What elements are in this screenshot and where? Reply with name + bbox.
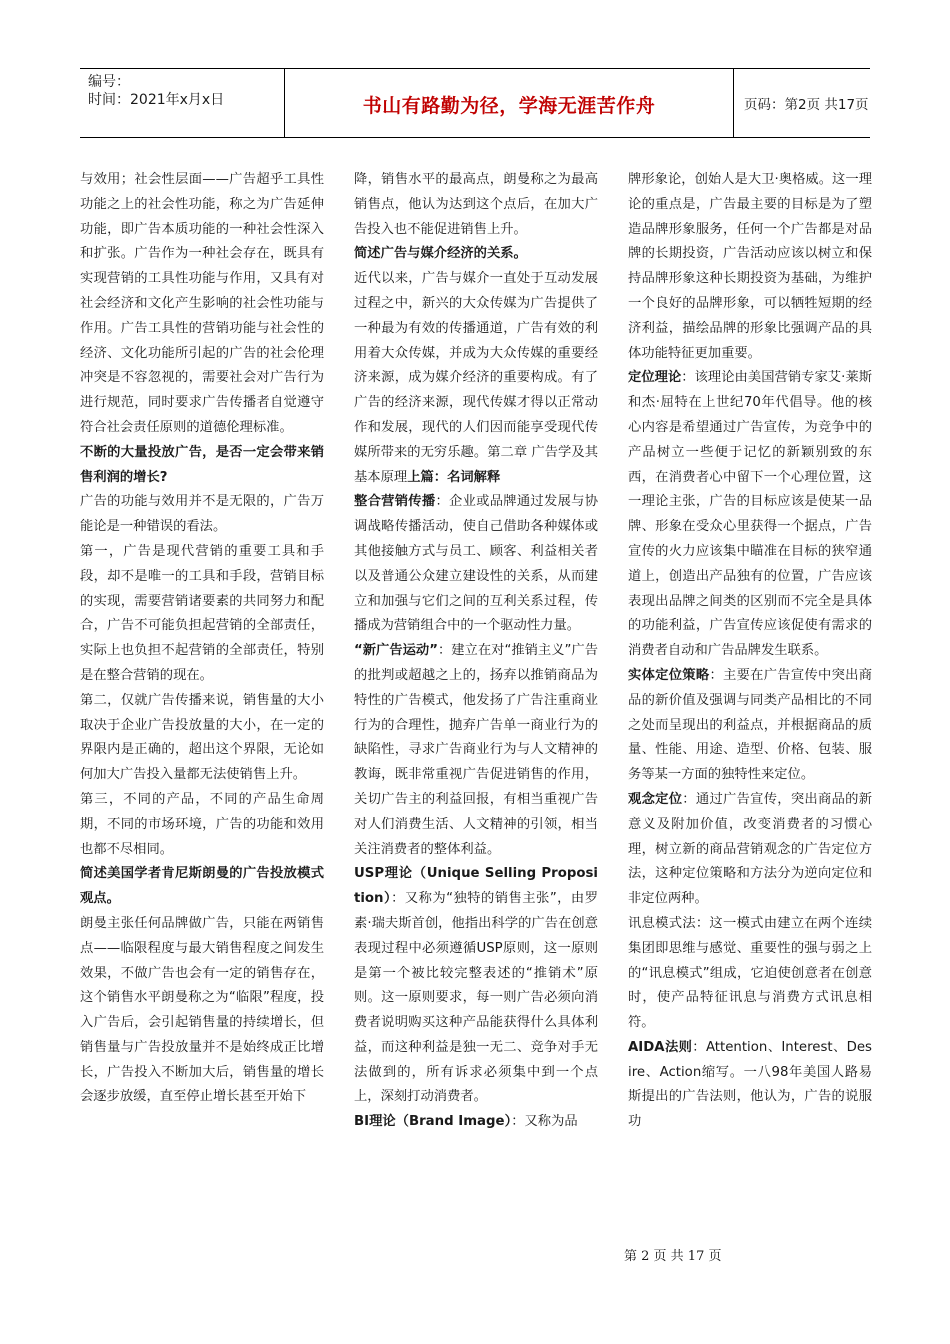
paragraph-text: 第二，仅就广告传播来说，销售量的大小取决于企业广告投放量的大小，在一定的界限内是正确的，超出这个界限，无论如何加大广告投入量都无法使销售上升。: [80, 692, 324, 783]
term-definition: [628, 664, 872, 788]
term-body: ：该理论由美国营销专家艾·莱斯和杰·屈特在上世纪70年代倡导。他的核心内容是希望通过广告宣传，为竞争中的产品树立一些便于记忆的新颖别致的东西，在消费者心中留下一个心理位置，这一理论主张，广告的目标应该是使某一品牌、形象在受众心里获得一个据点，广告宣传的火力应该集中瞄准在目标的狭窄通道上，创造出产品独有的位置，广告应该表现出品牌之间类的区别而不完全是具体的功能利益，广告宣传应该促使有需求的消费者自动和广告品牌发生联系。: [628, 370, 872, 659]
term-body: ：建立在对“推销主义”广告的批判或超越之上的，扬弃以推销商品为特性的广告模式，他发扬了广告注重商业行为的合理性，抛弃广告单一商业行为的缺陷性，寻求广告商业行为与人文精神的教诲，既非常重视广告促进销售的作用，关切广告主的利益回报，有相当重视广告对人们消费生活、人文精神的引领，相当关注消费者的整体利益。: [354, 643, 599, 857]
term-body: ：企业或品牌通过发展与协调战略传播活动，使自己借助各种媒体或其他接触方式与员工、顾客、利益相关者以及普通公众建立建设性的关系，从而建立和加强与它们之间的互利关系过程，传播成为营销组合中的一个驱动性力量。: [354, 494, 599, 634]
page-footer: 第 2 页 共 17 页: [624, 1249, 722, 1264]
body-paragraph: [80, 168, 324, 441]
body-paragraph: [354, 168, 598, 242]
body-paragraph: [628, 168, 872, 366]
paragraph-text: 朗曼主张任何品牌做广告，只能在两销售点——临限程度与最大销售程度之间发生效果，不做广告也会有一定的销售存在，这个销售水平朗曼称之为“临限”程度，投入广告后，会引起销售量的持续增长，但销售量与广告投放量并不是始终成正比增长，广告投入不断加大后，销售量的增长会逐步放缓，直至停止增长甚至开始下: [80, 915, 324, 1105]
header-motto-cell: [285, 69, 734, 137]
term-body: ：Attention、Interest、Desire、Action缩写。一八98年美国人路易斯提出的广告法则，他认为，广告的说服功: [628, 1039, 872, 1130]
paragraph-text: 广告的功能与效用并不是无限的，广告万能论是一种错误的看法。: [80, 494, 324, 535]
term-definition: [354, 639, 598, 862]
header-page-number: 页码：第2页 共17页: [744, 97, 869, 113]
section-heading: [354, 242, 598, 267]
text-column-3: [628, 168, 872, 1135]
body-paragraph: [80, 490, 324, 540]
paragraph-text: 牌形象论，创始人是大卫·奥格威。这一理论的重点是，广告最主要的目标是为了塑造品牌形象服务，任何一个广告都是对品牌的长期投资，广告活动应该以树立和保持品牌形象这种长期投资为基础，为维护一个良好的品牌形象，可以牺牲短期的经济利益，描绘品牌的形象比强调产品的具体功能特征更加重要。: [628, 172, 872, 361]
body-paragraph: [80, 689, 324, 788]
header-motto: 书山有路勤为径，学海无涯苦作舟: [362, 95, 656, 117]
paragraph-text: 降，销售水平的最高点，朗曼称之为最高销售点，他认为达到这个点后，在加大广告投入也不能促进销售上升。: [354, 172, 598, 237]
term-name: 实体定位策略: [628, 667, 710, 683]
document-time-label: 时间：2021年x月x日: [88, 92, 225, 108]
term-definition: [354, 1110, 598, 1135]
heading-text: 不断的大量投放广告，是否一定会带来销售利润的增长?: [80, 444, 324, 485]
term-definition: [354, 490, 598, 639]
heading-text: 简述美国学者肯尼斯朗曼的广告投放模式观点。: [80, 866, 324, 907]
term-name: “新广告运动”: [354, 643, 438, 659]
term-name: BI理论（Brand Image）: [354, 1114, 512, 1130]
term-name: 观念定位: [628, 791, 683, 807]
term-name: 整合营销传播: [354, 494, 436, 510]
paragraph-text: 与效用；社会性层面——广告超乎工具性功能之上的社会性功能，称之为广告延伸功能，即广告本质功能的一种社会性深入和扩张。广告作为一种社会存在，既具有实现营销的工具性功能与作用，又具有对社会经济和文化产生影响的社会性功能与作用。广告工具性的营销功能与社会性的经济、文化功能所引起的广告的社会伦理冲突是不容忽视的，需要社会对广告行为进行规范，同时要求广告传播者自觉遵守符合社会责任原则的道德伦理标准。: [80, 172, 324, 435]
header-page-cell: [734, 69, 870, 137]
term-body: ：通过广告宣传，突出商品的新意义及附加价值，改变消费者的习惯心理，树立新的商品营销观念的广告定位方法，这种定位策略和方法分为逆向定位和非定位两种。: [628, 791, 873, 907]
section-heading: [80, 862, 324, 912]
term-definition: [628, 366, 872, 664]
section-heading: [80, 441, 324, 491]
chapter-subheading: 上篇：名词解释: [407, 469, 501, 485]
paragraph-text: 近代以来，广告与媒介一直处于互动发展过程之中，新兴的大众传媒为广告提供了一种最为有效的传播通道，广告有效的利用着大众传媒，并成为大众传媒的重要经济来源，成为媒介经济的重要构成。有了广告的经济来源，现代传媒才得以正常动作和发展，现代的人们因而能享受现代传媒所带来的无穷乐趣。第二章 广告学及其基本原理: [354, 271, 598, 485]
term-definition: [628, 1036, 872, 1135]
paragraph-text: 第三，不同的产品，不同的产品生命周期，不同的市场环境，广告的功能和效用也都不尽相同。: [80, 791, 324, 857]
body-paragraph: [628, 912, 872, 1036]
term-definition: [354, 862, 598, 1110]
document-number-label: 编号：: [88, 74, 130, 90]
text-column-2: [354, 168, 598, 1135]
body-paragraph: [80, 788, 324, 862]
term-body: ：又称为“独特的销售主张”，由罗素·瑞夫斯首创，他指出科学的广告在创意表现过程中必须遵循USP原则，这一原则是第一个被比较完整表述的“推销术”原则。这一原则要求，每一则广告必须向消费者说明购买这种产品能获得什么具体利益，而这种利益是独一无二、竞争对手无法做到的，所有诉求必须集中到一个点上，深刻打动消费者。: [354, 891, 598, 1105]
text-column-1: [80, 168, 324, 1110]
term-name: USP理论（Unique Selling Proposition）: [354, 866, 598, 907]
page-header: [80, 68, 870, 138]
body-paragraph: [80, 540, 324, 689]
term-name: AIDA法则: [628, 1039, 693, 1055]
term-name: 定位理论: [628, 370, 682, 386]
paragraph-text: 讯息模式法：这一模式由建立在两个连续集团即思维与感觉、重要性的强与弱之上的“讯息模式”组成，它迫使创意者在创意时，使产品特征讯息与消费方式讯息相符。: [628, 915, 872, 1031]
heading-text: 简述广告与媒介经济的关系。: [354, 246, 527, 262]
paragraph-text: 第一，广告是现代营销的重要工具和手段，却不是唯一的工具和手段，营销目标的实现，需要营销诸要素的共同努力和配合，广告不可能负担起营销的全部责任，实际上也负担不起营销的全部责任，特别是在整合营销的现在。: [80, 543, 324, 683]
term-body: ：主要在广告宣传中突出商品的新价值及强调与同类产品相比的不同之处而呈现出的利益点，并根据商品的质量、性能、用途、造型、价格、包装、服务等某一方面的独特性来定位。: [628, 667, 873, 783]
term-body: ：又称为品: [511, 1114, 578, 1130]
term-definition: [628, 788, 872, 912]
body-paragraph: [354, 267, 598, 490]
body-paragraph: [80, 912, 324, 1110]
header-meta-cell: [80, 69, 285, 137]
